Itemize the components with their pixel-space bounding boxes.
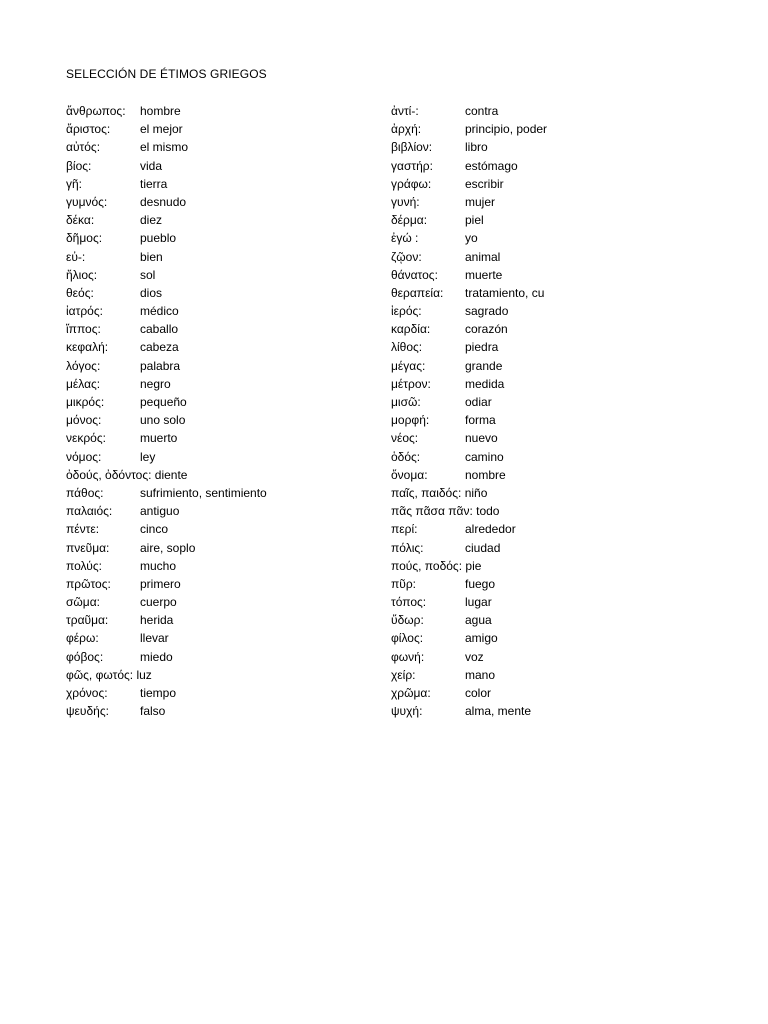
spanish-meaning: miedo — [140, 649, 173, 664]
etymon-row — [66, 611, 366, 629]
spanish-meaning: sufrimiento, sentimiento — [140, 485, 267, 500]
etymon-row — [391, 229, 552, 247]
greek-term: γράφω: — [391, 176, 432, 191]
spanish-meaning: nuevo — [465, 431, 498, 446]
etymon-row — [66, 648, 366, 666]
spanish-meaning: pequeño — [140, 395, 187, 409]
greek-term: πῦρ: — [391, 576, 417, 591]
spanish-meaning: medida — [465, 376, 505, 391]
etymon-row — [391, 157, 552, 175]
greek-term: ψευδής: — [66, 704, 109, 719]
greek-term: ἵππος: — [66, 322, 101, 337]
greek-term: μόνος: — [66, 413, 102, 428]
spanish-meaning: contra — [465, 104, 499, 118]
left-column — [66, 102, 366, 720]
spanish-meaning: corazón — [465, 322, 508, 337]
etymon-row — [66, 357, 366, 375]
etymon-row — [66, 102, 366, 120]
greek-term: πέντε: — [66, 522, 100, 537]
greek-term: βίος: — [66, 158, 92, 173]
spanish-meaning: médico — [140, 304, 179, 319]
spanish-meaning: piedra — [465, 340, 499, 355]
greek-term: πόλις: — [391, 540, 424, 555]
greek-term: ὁδός: — [391, 449, 421, 464]
spanish-meaning: voz — [465, 649, 484, 664]
greek-term: περί: — [391, 522, 418, 537]
greek-term: παῖς, παιδός: — [391, 485, 462, 500]
greek-term: πούς, ποδός: — [391, 558, 463, 573]
etymon-row — [391, 411, 552, 429]
etymon-row — [66, 393, 366, 411]
etymon-row — [391, 429, 552, 447]
spanish-meaning: bien — [140, 249, 163, 264]
greek-term: ἄριστος: — [66, 122, 111, 137]
spanish-meaning: camino — [465, 449, 504, 464]
etymon-row — [66, 702, 366, 720]
greek-term: φωνή: — [391, 649, 425, 664]
spanish-meaning: lugar — [465, 595, 492, 610]
spanish-meaning: caballo — [140, 322, 179, 337]
spanish-meaning: niño — [464, 485, 488, 500]
spanish-meaning: hombre — [140, 104, 181, 118]
spanish-meaning: alma, mente — [465, 704, 532, 719]
spanish-meaning: ciudad — [465, 540, 501, 555]
etymon-row — [66, 302, 366, 320]
greek-term: ἱερός: — [391, 304, 422, 319]
spanish-meaning: sol — [140, 267, 156, 282]
etymon-row — [66, 120, 366, 138]
spanish-meaning: nombre — [465, 467, 506, 482]
greek-term: νέος: — [391, 431, 419, 446]
spanish-meaning: cinco — [140, 522, 169, 537]
greek-term: πνεῦμα: — [66, 540, 110, 555]
etymon-row — [66, 411, 366, 429]
greek-term: νεκρός: — [66, 431, 106, 446]
etymon-row — [66, 193, 366, 211]
greek-term: φίλος: — [391, 631, 424, 646]
spanish-meaning: aire, soplo — [140, 540, 196, 555]
greek-term: θεραπεία: — [391, 285, 444, 300]
greek-term: δέρμα: — [391, 213, 428, 228]
right-column — [391, 102, 552, 720]
etymon-row — [66, 448, 366, 466]
etymon-row — [391, 393, 552, 411]
greek-term: φῶς, φωτός: — [66, 667, 134, 682]
spanish-meaning: el mejor — [140, 122, 183, 137]
etymon-row — [391, 120, 552, 138]
etymon-row — [391, 557, 552, 575]
greek-term: χρῶμα: — [391, 686, 431, 700]
greek-term: σῶμα: — [66, 595, 100, 610]
spanish-meaning: palabra — [140, 358, 181, 373]
etymon-row — [391, 648, 552, 666]
etymon-row — [66, 629, 366, 647]
greek-term: μέτρον: — [391, 376, 431, 391]
greek-term: θάνατος: — [391, 267, 438, 282]
spanish-meaning: odiar — [465, 395, 492, 409]
etymon-row — [66, 229, 366, 247]
greek-term: μορφή: — [391, 413, 430, 428]
etymon-row — [66, 557, 366, 575]
etymon-row — [391, 575, 552, 593]
greek-term: νόμος: — [66, 449, 102, 464]
spanish-meaning: cabeza — [140, 340, 179, 355]
etymon-row — [66, 320, 366, 338]
greek-term: ἀντί-: — [391, 104, 419, 118]
etymon-row — [391, 320, 552, 338]
greek-term: ἰατρός: — [66, 304, 103, 319]
spanish-meaning: color — [465, 686, 492, 700]
greek-term: ζῷον: — [391, 249, 422, 264]
spanish-meaning: desnudo — [140, 194, 187, 209]
greek-term: μισῶ: — [391, 395, 421, 409]
spanish-meaning: agua — [465, 613, 492, 628]
etymon-row — [391, 284, 552, 302]
spanish-meaning: primero — [140, 576, 181, 591]
etymon-row — [391, 466, 552, 484]
etymon-row — [391, 684, 552, 702]
greek-term: πᾶς πᾶσα πᾶν: — [391, 504, 473, 519]
page-title: SELECCIÓN DE ÉTIMOS GRIEGOS — [66, 67, 267, 81]
spanish-meaning: amigo — [465, 631, 498, 646]
etymon-row — [66, 520, 366, 538]
spanish-meaning: antiguo — [140, 504, 180, 519]
spanish-meaning: herida — [140, 613, 174, 628]
greek-term: δῆμος: — [66, 231, 103, 246]
spanish-meaning: yo — [465, 231, 478, 246]
spanish-meaning: luz — [136, 667, 152, 682]
etymon-row — [391, 357, 552, 375]
greek-term: χρόνος: — [66, 686, 108, 700]
spanish-meaning: todo — [476, 504, 500, 519]
etymon-row — [391, 302, 552, 320]
greek-term: κεφαλή: — [66, 340, 109, 355]
spanish-meaning: estómago — [465, 158, 518, 173]
spanish-meaning: escribir — [465, 176, 504, 191]
spanish-meaning: pie — [465, 558, 482, 573]
greek-term: μικρός: — [66, 395, 105, 409]
etymon-row — [66, 375, 366, 393]
etymon-row — [66, 284, 366, 302]
etymon-row — [391, 102, 552, 120]
spanish-meaning: cuerpo — [140, 595, 177, 610]
spanish-meaning: libro — [465, 140, 488, 155]
greek-term: ἀρχή: — [391, 122, 422, 137]
greek-term: φόβος: — [66, 649, 104, 664]
etymon-row — [66, 575, 366, 593]
greek-term: μέγας: — [391, 358, 426, 373]
greek-term: γῆ: — [66, 176, 83, 191]
etymon-row — [66, 175, 366, 193]
etymon-row — [66, 338, 366, 356]
spanish-meaning: llevar — [140, 631, 169, 646]
spanish-meaning: mano — [465, 667, 496, 682]
spanish-meaning: diente — [154, 467, 188, 482]
greek-term: ὀδούς, ὀδόντος: — [66, 467, 152, 482]
spanish-meaning: tratamiento, cu — [465, 285, 545, 300]
greek-term: αὐτός: — [66, 140, 101, 155]
greek-term: γαστήρ: — [391, 158, 433, 173]
spanish-meaning: vida — [140, 158, 163, 173]
greek-term: εὐ-: — [66, 249, 86, 264]
spanish-meaning: el mismo — [140, 140, 189, 155]
greek-term: ὕδωρ: — [391, 613, 424, 628]
spanish-meaning: pueblo — [140, 231, 177, 246]
etymon-row — [66, 484, 366, 502]
etymon-row — [66, 539, 366, 557]
etymon-row — [391, 702, 552, 720]
spanish-meaning: tiempo — [140, 686, 177, 700]
etymon-row — [66, 466, 366, 484]
etymon-row — [66, 248, 366, 266]
greek-term: ἥλιος: — [66, 267, 98, 282]
etymon-row — [66, 684, 366, 702]
etymon-row — [391, 175, 552, 193]
spanish-meaning: principio, poder — [465, 122, 548, 137]
spanish-meaning: mujer — [465, 194, 496, 209]
spanish-meaning: animal — [465, 249, 501, 264]
greek-term: φέρω: — [66, 631, 99, 646]
greek-term: ψυχή: — [391, 704, 423, 719]
etymon-row — [66, 429, 366, 447]
greek-term: πάθος: — [66, 485, 104, 500]
spanish-meaning: negro — [140, 376, 171, 391]
spanish-meaning: tierra — [140, 176, 168, 191]
greek-term: καρδία: — [391, 322, 431, 337]
etymon-row — [391, 248, 552, 266]
etymon-row — [66, 138, 366, 156]
spanish-meaning: forma — [465, 413, 496, 428]
etymon-row — [391, 266, 552, 284]
etymon-row — [391, 502, 552, 520]
spanish-meaning: alrededor — [465, 522, 516, 537]
etymon-row — [391, 338, 552, 356]
greek-term: χείρ: — [391, 667, 416, 682]
etymon-row — [391, 138, 552, 156]
greek-term: λόγος: — [66, 358, 101, 373]
greek-term: θεός: — [66, 285, 94, 300]
etymon-row — [391, 211, 552, 229]
etymon-row — [391, 666, 552, 684]
greek-term: τόπος: — [391, 595, 427, 610]
greek-term: γυνή: — [391, 194, 420, 209]
etymon-row — [391, 520, 552, 538]
greek-term: τραῦμα: — [66, 613, 109, 628]
spanish-meaning: diez — [140, 213, 163, 228]
spanish-meaning: mucho — [140, 558, 177, 573]
spanish-meaning: uno solo — [140, 413, 186, 428]
spanish-meaning: falso — [140, 704, 166, 719]
greek-term: μέλας: — [66, 376, 101, 391]
greek-term: παλαιός: — [66, 504, 113, 519]
greek-term: πρῶτος: — [66, 576, 111, 591]
etymon-row — [391, 484, 552, 502]
spanish-meaning: ley — [140, 449, 156, 464]
etymon-row — [391, 193, 552, 211]
etymon-row — [391, 448, 552, 466]
etymon-row — [391, 539, 552, 557]
greek-term: ὄνομα: — [391, 467, 428, 482]
greek-term: ἐγώ : — [391, 231, 419, 246]
etymon-row — [66, 266, 366, 284]
etymon-row — [66, 211, 366, 229]
spanish-meaning: muerte — [465, 267, 503, 282]
spanish-meaning: muerto — [140, 431, 178, 446]
etymon-row — [391, 611, 552, 629]
etymon-row — [66, 593, 366, 611]
spanish-meaning: piel — [465, 213, 484, 228]
greek-term: γυμνός: — [66, 194, 108, 209]
greek-term: βιβλίον: — [391, 140, 433, 155]
greek-term: λίθος: — [391, 340, 423, 355]
etymon-row — [391, 593, 552, 611]
spanish-meaning: fuego — [465, 576, 496, 591]
etymon-row — [66, 666, 366, 684]
etymon-row — [66, 157, 366, 175]
greek-term: πολύς: — [66, 558, 102, 573]
etymon-row — [391, 375, 552, 393]
etymon-row — [391, 629, 552, 647]
etymon-row — [66, 502, 366, 520]
spanish-meaning: grande — [465, 358, 503, 373]
greek-term: ἄνθρωπος: — [66, 104, 126, 118]
spanish-meaning: sagrado — [465, 304, 509, 319]
spanish-meaning: dios — [140, 285, 163, 300]
greek-term: δέκα: — [66, 213, 95, 228]
